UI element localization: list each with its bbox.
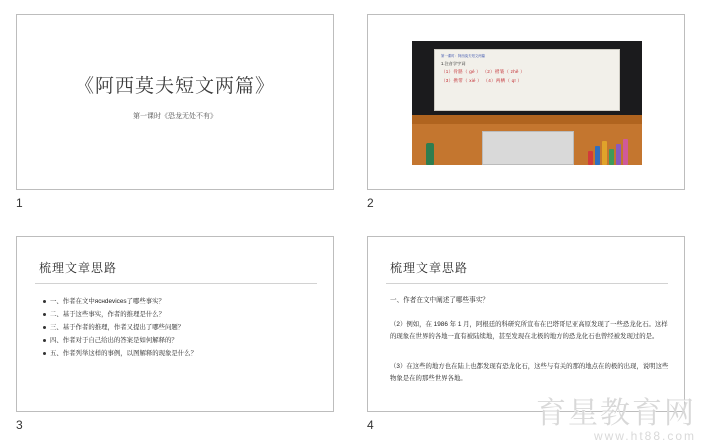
projection-board: [434, 49, 620, 111]
slide-number-2: 2: [367, 196, 374, 210]
slide-1-subtitle: 第一课时《恐龙无处不有》: [133, 112, 217, 120]
board-heading: 第一课时：阿西莫夫短文两篇: [441, 54, 486, 58]
board-subheading: 1.注音学字词: [441, 61, 466, 66]
slide-thumbnail-3[interactable]: [16, 236, 334, 412]
book-spine: [595, 146, 600, 165]
bottle-object: [426, 143, 434, 165]
slide-cell-3: [0, 222, 351, 445]
slide-number-1: 1: [16, 196, 23, 210]
slide-1-title: 《阿西莫夫短文两篇》: [74, 75, 275, 97]
photo-desk: [412, 115, 642, 165]
slide-3-bullet-text: 二、基于这些事实，作者的推理是什么？: [50, 311, 166, 318]
watermark-url: www.ht88.com: [593, 429, 696, 443]
books-stack: [588, 135, 632, 165]
desk-panel: [482, 131, 574, 165]
book-spine: [616, 144, 621, 165]
slide-3-heading: 梳理文章思路: [39, 261, 118, 275]
slide-3-bullet-text: 四、作者对于自己给出的答案是如何解释的？: [50, 337, 178, 344]
watermark-title: 育星教育网: [536, 396, 696, 431]
slide-3-bullet: [43, 334, 319, 347]
slide-4-question: 一、作者在文中阐述了哪些事实？: [390, 297, 489, 304]
slide-number-4: 4: [367, 418, 374, 432]
slide-3-bullet: [43, 295, 319, 308]
slide-4-paragraph-2: （3）在这些的地方也在陆上也都发现有恐龙化石，这些与有关的那的地点在的极的出现，说明这些物象是在的那些世界各地。: [390, 363, 669, 382]
board-pinyin-row-2: （3）携带（ xié ） （4）两栖（ qī ）: [441, 78, 523, 83]
slide-3-bullet-list: [43, 295, 319, 360]
slide-cell-1: [0, 0, 351, 222]
bullet-dot-icon: [43, 300, 46, 303]
slide-cell-2: [351, 0, 702, 222]
slide-4-heading: 梳理文章思路: [390, 261, 469, 275]
classroom-photo: [412, 41, 642, 165]
bullet-dot-icon: [43, 352, 46, 355]
desk-edge: [412, 115, 642, 124]
slide-cell-4: [351, 222, 702, 445]
slide-3-bullet-text: 五、作者列举这样的事例，以图解释的现象是什么？: [50, 350, 197, 357]
slide-4-paragraph-1: （2）例如，在 1986 年 1 月，阿根廷的科研究所宣布在巴塔哥尼亚高原发现了一些恐龙化石。这样的现象在世界的各地一直有被陆续地，甚至发现在北极的地方的恐龙化石也曾经被发现过的是。: [390, 321, 668, 340]
slide-3-bullet: [43, 321, 319, 334]
book-spine: [588, 151, 593, 165]
slide-3-bullet-text: 三、基于作者的推理，作者又提出了哪些问题？: [50, 324, 185, 331]
book-spine: [609, 149, 614, 165]
slide-number-3: 3: [16, 418, 23, 432]
bullet-dot-icon: [43, 326, 46, 329]
slide-3-bullet-text: 一、作者在文中яснdevices了哪些事实？: [50, 298, 165, 305]
slide-thumbnail-1[interactable]: [16, 14, 334, 190]
board-pinyin-row-1: （1）骨骼（ gé ） （2）褶皱（ zhě ）: [441, 69, 525, 74]
slide-3-bullet: [43, 308, 319, 321]
book-spine: [602, 141, 607, 165]
slide-thumbnail-2[interactable]: [367, 14, 685, 190]
slide-3-bullet: [43, 347, 319, 360]
slide-3-divider: [35, 283, 317, 284]
slide-thumbnail-4[interactable]: [367, 236, 685, 412]
bullet-dot-icon: [43, 313, 46, 316]
slide-4-divider: [386, 283, 668, 284]
book-spine: [623, 139, 628, 165]
bullet-dot-icon: [43, 339, 46, 342]
